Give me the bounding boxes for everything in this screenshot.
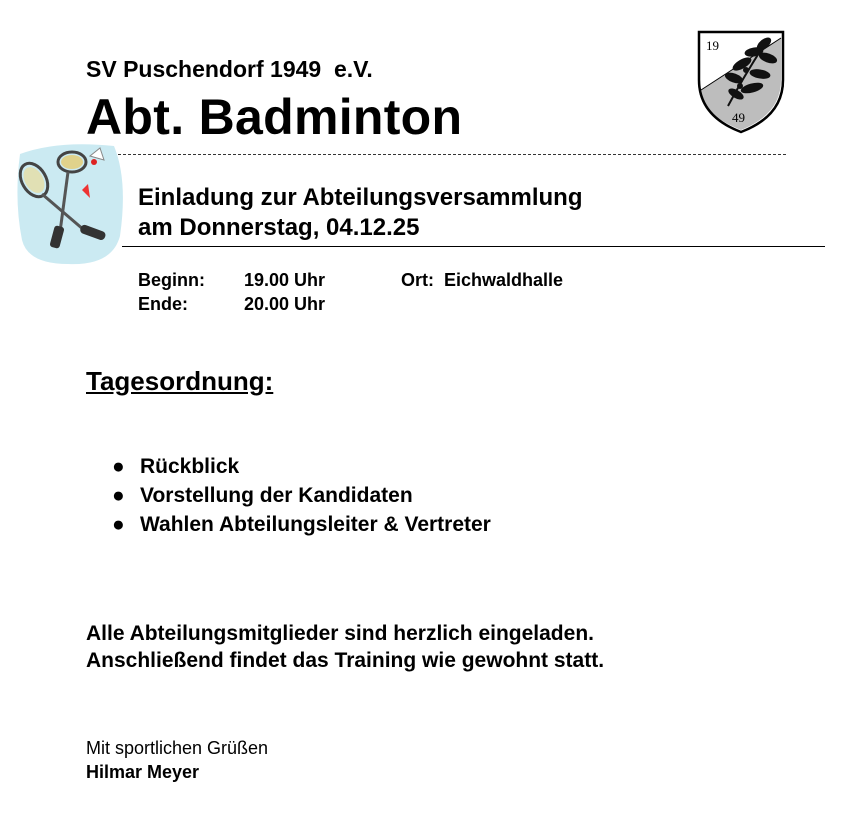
agenda-list — [110, 452, 491, 539]
invitation-line-2: am Donnerstag, 04.12.25 — [138, 214, 420, 241]
signature-block — [86, 736, 268, 784]
closing-line-2: Anschließend findet das Training wie gewohnt statt. — [86, 649, 605, 672]
club-name: SV Puschendorf 1949 e.V. — [86, 56, 373, 82]
signer-name: Hilmar Meyer — [86, 762, 200, 782]
end-label: Ende: — [138, 294, 189, 314]
header-dashed-rule — [88, 154, 786, 155]
bullet-icon: ● — [112, 455, 125, 478]
agenda-item: ● Wahlen Abteilungsleiter & Vertreter — [110, 510, 491, 539]
time-values — [244, 268, 325, 316]
agenda-item: ● Rückblick — [110, 452, 491, 481]
bullet-icon: ● — [112, 513, 125, 536]
time-labels — [138, 268, 205, 316]
department-title: Abt. Badminton — [86, 89, 463, 145]
greeting: Mit sportlichen Grüßen — [86, 738, 269, 758]
invitation-heading — [138, 183, 583, 243]
start-label: Beginn: — [138, 270, 205, 290]
closing-text — [86, 620, 604, 674]
invitation-line-1: Einladung zur Abteilungsversammlung — [138, 184, 583, 211]
crest-year-top: 19 — [706, 38, 719, 53]
club-crest-icon — [696, 30, 786, 134]
agenda-item: ● Vorstellung der Kandidaten — [110, 481, 491, 510]
bullet-icon: ● — [112, 484, 125, 507]
end-value: 20.00 Uhr — [244, 294, 326, 314]
badminton-clipart-icon — [8, 140, 128, 270]
crest-year-bottom: 49 — [732, 110, 745, 125]
agenda-title: Tagesordnung: — [86, 366, 274, 396]
closing-line-1: Alle Abteilungsmitglieder sind herzlich eingeladen. — [86, 622, 594, 645]
start-value: 19.00 Uhr — [244, 270, 326, 290]
invitation-rule — [122, 246, 825, 247]
location: Ort: Eichwaldhalle — [401, 270, 564, 290]
